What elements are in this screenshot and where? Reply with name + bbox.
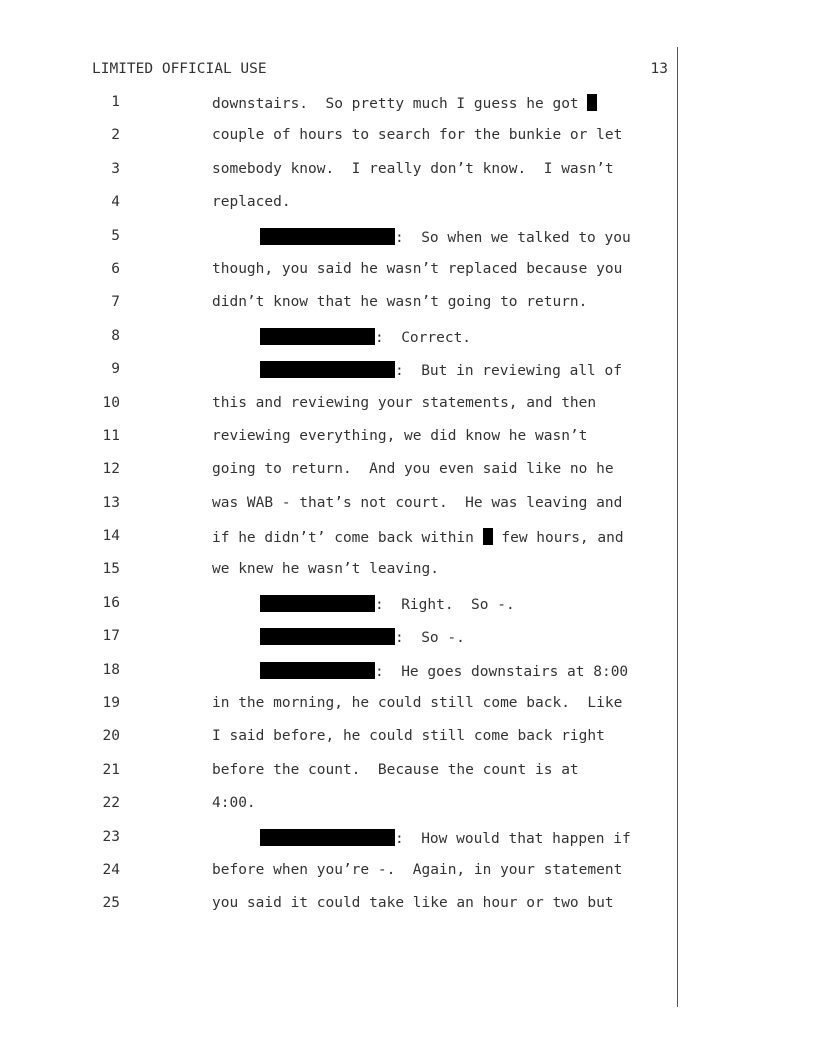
line-number: 16 (102, 594, 120, 611)
redacted-speaker-name (260, 628, 395, 645)
transcript-line (0, 228, 816, 261)
line-number: 8 (111, 327, 120, 344)
transcript-line (0, 662, 816, 695)
line-content: : So -. (395, 630, 465, 647)
page-header (92, 61, 668, 81)
transcript-line (0, 862, 816, 895)
line-number: 15 (102, 561, 120, 578)
line-text: though, you said he wasn’t replaced because you (212, 260, 623, 277)
redacted-speaker-name (260, 829, 395, 846)
line-text: going to return. And you even said like no he (212, 461, 614, 478)
line-content: : Correct. (375, 329, 472, 346)
transcript-line (0, 728, 816, 761)
line-text: I said before, he could still come back right (212, 728, 605, 745)
line-number: 5 (111, 227, 120, 244)
speaker-line (260, 595, 515, 613)
transcript-line (0, 528, 816, 561)
speaker-line (260, 628, 465, 646)
line-text: reviewing everything, we did know he wasn’t (212, 427, 588, 444)
speaker-line (260, 662, 628, 680)
line-number: 11 (102, 427, 120, 444)
transcript-line (0, 461, 816, 494)
line-text: we knew he wasn’t leaving. (212, 561, 439, 578)
transcript-line (0, 895, 816, 928)
transcript-line (0, 161, 816, 194)
line-number: 20 (102, 728, 120, 745)
classification-label: LIMITED OFFICIAL USE (92, 61, 267, 77)
transcript-line (0, 94, 816, 127)
line-content: few hours, and (492, 530, 624, 547)
line-number: 14 (102, 528, 120, 545)
line-text: you said it could take like an hour or two but (212, 895, 614, 912)
transcript-line (0, 328, 816, 361)
transcript-line (0, 561, 816, 594)
line-number: 23 (102, 828, 120, 845)
redacted-speaker-name (260, 328, 375, 345)
transcript-line (0, 695, 816, 728)
transcript-line (0, 127, 816, 160)
line-number: 13 (102, 494, 120, 511)
line-number: 3 (111, 160, 120, 177)
line-number: 25 (102, 895, 120, 912)
line-content: : How would that happen if (395, 830, 631, 847)
line-text: 4:00. (212, 795, 256, 812)
transcript-body (0, 94, 816, 929)
line-number: 10 (102, 394, 120, 411)
speaker-line (260, 361, 622, 379)
transcript-line (0, 395, 816, 428)
line-text: somebody know. I really don’t know. I wasn’t (212, 160, 614, 177)
line-number: 4 (111, 194, 120, 211)
line-text (212, 94, 597, 112)
transcript-line (0, 294, 816, 327)
line-content: : He goes downstairs at 8:00 (375, 663, 629, 680)
line-text: this and reviewing your statements, and then (212, 394, 597, 411)
line-text (212, 528, 624, 546)
line-number: 21 (102, 761, 120, 778)
redacted-speaker-name (260, 228, 395, 245)
line-number: 22 (102, 795, 120, 812)
transcript-line (0, 762, 816, 795)
transcript-line (0, 829, 816, 862)
speaker-line (260, 228, 631, 246)
line-number: 12 (102, 461, 120, 478)
transcript-line (0, 795, 816, 828)
line-number: 2 (111, 127, 120, 144)
page-number: 13 (650, 61, 668, 77)
line-content: : Right. So -. (375, 596, 515, 613)
line-content: downstairs. So pretty much I guess he got (212, 96, 588, 112)
line-text: couple of hours to search for the bunkie or let (212, 127, 623, 144)
line-number: 17 (102, 628, 120, 645)
transcript-line (0, 628, 816, 661)
transcript-line (0, 495, 816, 528)
line-text: before the count. Because the count is at (212, 761, 579, 778)
line-number: 19 (102, 695, 120, 712)
line-content: : But in reviewing all of (395, 363, 622, 380)
line-number: 6 (111, 260, 120, 277)
line-text: didn’t know that he wasn’t going to return. (212, 294, 588, 311)
line-content: : So when we talked to you (395, 229, 631, 246)
line-number: 9 (111, 361, 120, 378)
redaction-block (587, 94, 597, 111)
redaction-block (483, 528, 493, 545)
redacted-speaker-name (260, 662, 375, 679)
transcript-line (0, 595, 816, 628)
line-content-start: if he didn’t’ come back within (212, 530, 483, 547)
line-number: 24 (102, 861, 120, 878)
line-text: replaced. (212, 194, 291, 211)
transcript-line (0, 194, 816, 227)
speaker-line (260, 829, 631, 847)
redacted-speaker-name (260, 361, 395, 378)
redacted-speaker-name (260, 595, 375, 612)
line-number: 7 (111, 294, 120, 311)
line-number: 18 (102, 661, 120, 678)
speaker-line (260, 328, 471, 346)
transcript-line (0, 428, 816, 461)
line-text: before when you’re -. Again, in your statement (212, 861, 623, 878)
transcript-line (0, 261, 816, 294)
line-text: in the morning, he could still come back. Like (212, 695, 623, 712)
transcript-line (0, 361, 816, 394)
line-number: 1 (111, 94, 120, 110)
line-text: was WAB - that’s not court. He was leaving and (212, 494, 623, 511)
